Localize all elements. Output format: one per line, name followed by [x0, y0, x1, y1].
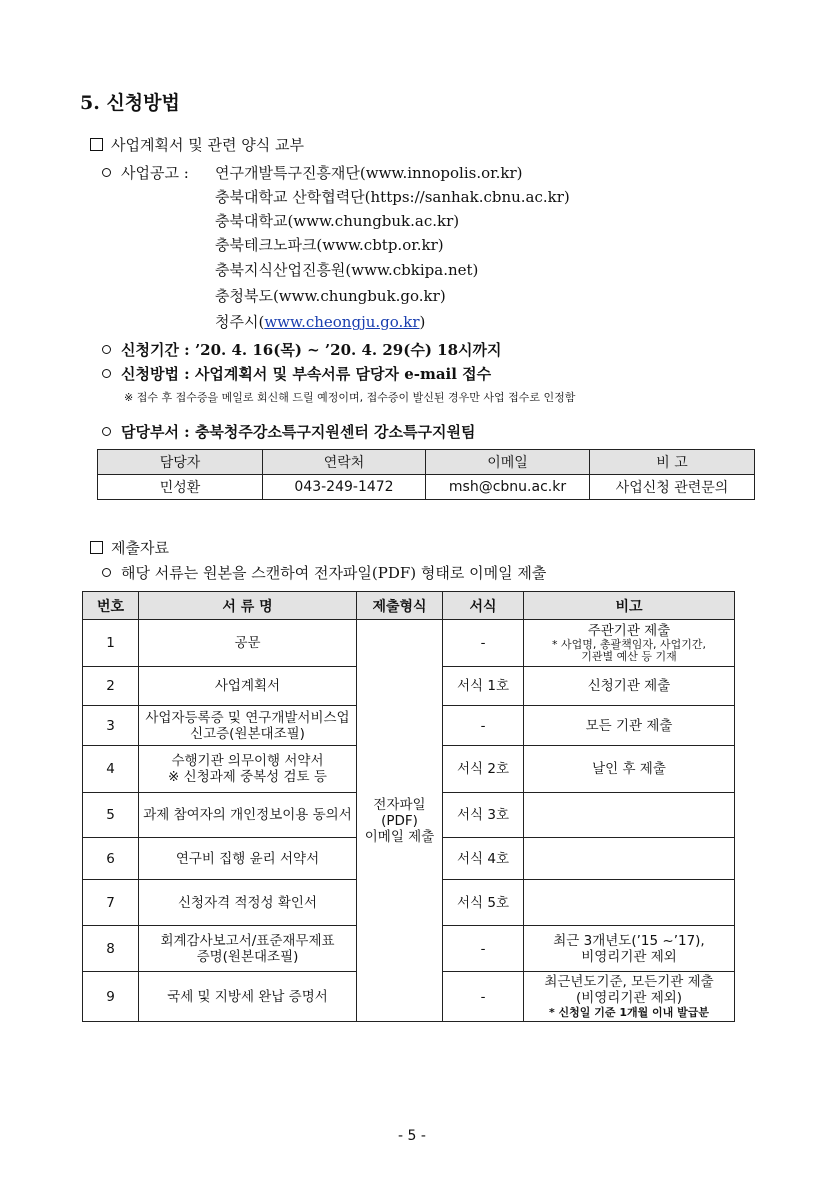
- submission-instruction-line: [102, 562, 546, 583]
- doc-remark: [524, 880, 735, 926]
- department: 담당부서 : 충북청주강소특구지원센터 강소특구지원팀: [121, 423, 476, 441]
- bullet-circle-icon: [102, 369, 111, 378]
- contact-header-cell: 이메일: [426, 450, 590, 475]
- doc-form: 서식 2호: [443, 746, 524, 793]
- documents-header-cell: 비고: [524, 592, 735, 620]
- bullet-circle-icon: [102, 168, 111, 177]
- doc-name: 회계감사보고서/표준재무제표 증명(원본대조필): [139, 926, 357, 972]
- checkbox-square-icon: [90, 138, 103, 151]
- doc-name: 연구비 집행 윤리 서약서: [139, 838, 357, 880]
- doc-remark: 모든 기관 제출: [524, 706, 735, 746]
- documents-header-cell: 서 류 명: [139, 592, 357, 620]
- contact-row: [98, 475, 755, 500]
- cheongju-link[interactable]: www.cheongju.go.kr: [264, 313, 420, 331]
- site-item: 충청북도(www.chungbuk.go.kr): [215, 287, 446, 305]
- doc-name: 사업계획서: [139, 667, 357, 706]
- doc-remark: 최근년도기준, 모든기관 제출 (비영리기관 제외) * 신청일 기준 1개월 이내 발급분: [524, 972, 735, 1022]
- documents-header-row: [83, 592, 735, 620]
- site-item: 충북테크노파크(www.cbtp.or.kr): [215, 236, 444, 254]
- application-method-note: ※ 접수 후 접수증을 메일로 회신해 드릴 예정이며, 접수증이 발신된 경우만 사업 접수로 인정함: [124, 391, 576, 404]
- doc-name: 국세 및 지방세 완납 증명서: [139, 972, 357, 1022]
- contact-header-cell: 비 고: [590, 450, 755, 475]
- distribution-heading: [90, 134, 304, 155]
- doc-name: 공문: [139, 620, 357, 667]
- contact-remark: 사업신청 관련문의: [590, 475, 755, 500]
- contact-header-row: [98, 450, 755, 475]
- doc-number: 9: [83, 972, 139, 1022]
- site-item: 충북대학교 산학협력단(https://sanhak.cbnu.ac.kr): [215, 188, 570, 206]
- site-item: 충북대학교(www.chungbuk.ac.kr): [215, 212, 460, 230]
- doc-remark: 주관기관 제출 * 사업명, 총괄책임자, 사업기간, 기관별 예산 등 기재: [524, 620, 735, 667]
- doc-form: -: [443, 620, 524, 667]
- table-row: [83, 620, 735, 667]
- submission-heading-text: 제출자료: [111, 539, 169, 557]
- doc-form: -: [443, 926, 524, 972]
- doc-form: 서식 5호: [443, 880, 524, 926]
- doc-remark: [524, 793, 735, 838]
- contact-header-cell: 담당자: [98, 450, 263, 475]
- doc-number: 3: [83, 706, 139, 746]
- distribution-heading-text: 사업계획서 및 관련 양식 교부: [111, 136, 304, 154]
- doc-name: 신청자격 적정성 확인서: [139, 880, 357, 926]
- doc-number: 1: [83, 620, 139, 667]
- contact-email: msh@cbnu.ac.kr: [426, 475, 590, 500]
- doc-remark: 최근 3개년도(’15 ~’17), 비영리기관 제외: [524, 926, 735, 972]
- application-method-line: [102, 363, 491, 384]
- site-suffix: ): [419, 313, 426, 331]
- documents-header-cell: 번호: [83, 592, 139, 620]
- doc-form: -: [443, 706, 524, 746]
- documents-header-cell: 서식: [443, 592, 524, 620]
- doc-number: 6: [83, 838, 139, 880]
- announcement-line: [102, 162, 189, 183]
- doc-name: 과제 참여자의 개인정보이용 동의서: [139, 793, 357, 838]
- documents-table: [82, 591, 735, 1022]
- doc-form: 서식 1호: [443, 667, 524, 706]
- submission-heading: [90, 537, 169, 558]
- application-period-line: [102, 339, 501, 360]
- contact-phone: 043-249-1472: [263, 475, 426, 500]
- bullet-circle-icon: [102, 568, 111, 577]
- bullet-circle-icon: [102, 427, 111, 436]
- doc-remark: [524, 838, 735, 880]
- doc-number: 4: [83, 746, 139, 793]
- doc-number: 7: [83, 880, 139, 926]
- site-item: 연구개발특구진흥재단(www.innopolis.or.kr): [215, 164, 523, 182]
- doc-form: 서식 4호: [443, 838, 524, 880]
- doc-form: 서식 3호: [443, 793, 524, 838]
- site-item: 충북지식산업진흥원(www.cbkipa.net): [215, 261, 479, 279]
- documents-header-cell: 제출형식: [357, 592, 443, 620]
- bullet-circle-icon: [102, 345, 111, 354]
- application-period: 신청기간 : ’20. 4. 16(목) ~ ’20. 4. 29(수) 18시까지: [121, 341, 502, 359]
- page-number: - 5 -: [398, 1128, 426, 1144]
- announcement-label: 사업공고 :: [121, 164, 189, 182]
- department-line: [102, 421, 475, 442]
- doc-format: 전자파일 (PDF) 이메일 제출: [357, 620, 443, 1022]
- site-prefix: 청주시(: [215, 313, 265, 331]
- doc-form: -: [443, 972, 524, 1022]
- checkbox-square-icon: [90, 541, 103, 554]
- doc-name: 사업자등록증 및 연구개발서비스업 신고증(원본대조필): [139, 706, 357, 746]
- contact-table: [97, 449, 755, 500]
- doc-number: 5: [83, 793, 139, 838]
- doc-number: 2: [83, 667, 139, 706]
- contact-name: 민성환: [98, 475, 263, 500]
- application-method: 신청방법 : 사업계획서 및 부속서류 담당자 e-mail 접수: [121, 365, 492, 383]
- doc-number: 8: [83, 926, 139, 972]
- contact-header-cell: 연락처: [263, 450, 426, 475]
- doc-remark: 날인 후 제출: [524, 746, 735, 793]
- section-title: 5. 신청방법: [80, 92, 180, 114]
- doc-name: 수행기관 의무이행 서약서 ※ 신청과제 중복성 검토 등: [139, 746, 357, 793]
- submission-instruction: 해당 서류는 원본을 스캔하여 전자파일(PDF) 형태로 이메일 제출: [121, 564, 547, 582]
- site-item-cheongju: [215, 311, 425, 332]
- doc-remark: 신청기관 제출: [524, 667, 735, 706]
